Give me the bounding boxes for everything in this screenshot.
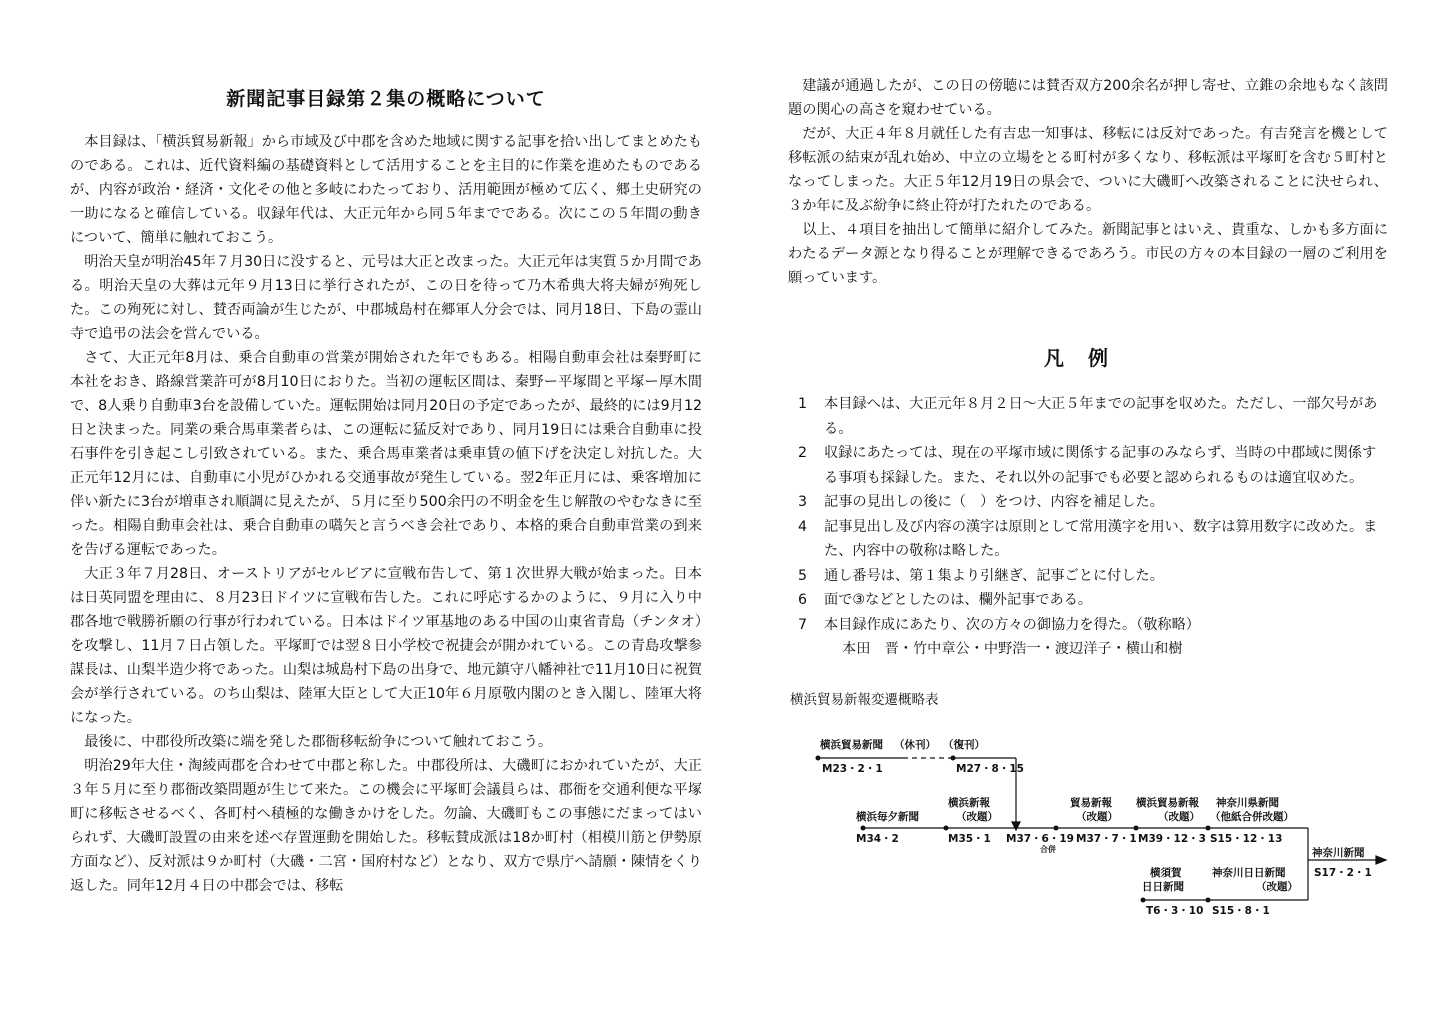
chart-label: （改題） <box>1256 881 1298 893</box>
notes-list <box>788 392 1388 662</box>
chart-label: S15・8・1 <box>1212 905 1270 917</box>
chart-label: 横浜毎夕新聞 <box>856 811 919 823</box>
chart-label: （改題） <box>1158 811 1200 823</box>
note-item <box>788 490 1388 515</box>
chart-node <box>816 756 821 761</box>
note-item <box>788 392 1388 441</box>
chart-label: 横須賀 <box>1150 867 1182 879</box>
paragraph: 明治29年大住・淘綾両郡を合わせて中郡と称した。中郡役所は、大磯町におかれていたが、大正３年５月に至り郡衙改築問題が生じて来た。この機会に平塚町会議員らは、郡衙を交通利便な平塚町に移転させるべく、各町村へ積極的な働きかけをした。勿論、大磯町もこの事態にだまってはいられず、大磯町設置の由来を述べ存置運動を開始した。移転賛成派は18か町村（相模川筋と伊勢原方面など）、反対派は９か町村（大磯・二宮・国府村など）となり、双方で県庁へ請願・陳情をくり返した。同年12月４日の中郡会では、移転 <box>70 758 702 894</box>
note-number: 7 <box>798 616 808 633</box>
chart-label: （改題） <box>956 811 998 823</box>
page-title: 新聞記事目録第２集の概略について <box>226 88 546 110</box>
paragraph: 本目録は、「横浜貿易新報」から市域及び中郡を含めた地域に関する記事を拾い出してまとめたものである。これは、近代資料編の基礎資料として活用することを主目的に作業を進めたものであるが、内容が政治・経済・文化その他と多岐にわたっており、活用範囲が極めて広く、郷土史研究の一助になると確信している。収録年代は、大正元年から同５年までである。次にこの５年間の動きについて、簡単に触れておこう。 <box>70 134 702 246</box>
chart-label: 横浜貿易新聞 <box>820 739 883 751</box>
left-body <box>70 130 702 898</box>
note-number: 3 <box>798 494 808 510</box>
chart-label: （休刊） <box>894 739 936 751</box>
note-item <box>788 515 1388 564</box>
newspaper-lineage-chart <box>808 730 1388 930</box>
chart-label: 神奈川新聞 <box>1312 847 1365 859</box>
paragraph: さて、大正元年8月は、乗合自動車の営業が開始された年でもある。相陽自動車会社は秦野町に本社をおき、路線営業許可が8月10日におりた。当初の運転区間は、秦野ー平塚間と平塚ー厚木間で、8人乗り自動車3台を設備していた。運転開始は同月20日の予定であったが、最終的には9月12日と決まった。同業の乗合馬車業者らは、この運転に猛反対であり、同月19日には乗合自動車に投石事件を引き起こし引致されている。また、乗合馬車業者は乗車賃の値下げを決定し対抗した。大正元年12月には、自動車に小児がひかれる交通事故が発生している。翌2年正月には、乗客増加に伴い新たに3台が増車され順調に見えたが、５月に至り500余円の不明金を生じ解散のやむなきに至った。相陽自動車会社は、乗合自動車の嚆矢と言うべき会社であり、本格的乗合自動車営業の到来を告げる運転であった。 <box>70 350 702 558</box>
chart-label: M39・12・3 <box>1138 833 1206 845</box>
chart-node <box>1054 826 1059 831</box>
chart-label: M23・2・1 <box>822 763 883 775</box>
note-number: 1 <box>798 396 808 412</box>
chart-label: （改題） <box>1076 811 1118 823</box>
chart-label: M37・6・19 <box>1006 833 1074 845</box>
note-number: 5 <box>798 567 808 584</box>
chart-label: 日日新聞 <box>1142 881 1184 893</box>
paragraph: 建議が通過したが、この日の傍聴には賛否双方200余名が押し寄せ、立錐の余地もなく該問題の関心の高さを窺わせている。 <box>788 78 1388 118</box>
chart-node <box>944 826 949 831</box>
chart-label: S17・2・1 <box>1314 867 1372 879</box>
note-text: 記事の見出しの後に（ ）をつけ、内容を補足した。 <box>824 494 1164 510</box>
note-number: 2 <box>798 445 808 461</box>
paragraph: だが、大正４年８月就任した有吉忠一知事は、移転には反対であった。有吉発言を機として移転派の結束が乱れ始め、中立の立場をとる町村が多くなり、移転派は平塚町を含む５町村となってしまった。大正５年12月19日の県会で、ついに大磯町へ改築されることに決せられ、３か年に及ぶ紛争に終止符が打たれたのである。 <box>788 126 1388 214</box>
chart-label: 貿易新報 <box>1070 797 1112 809</box>
paragraph: 以上、４項目を抽出して簡単に紹介してみた。新聞記事とはいえ、貴重な、しかも多方面にわたるデータ源となり得ることが理解できるであろう。市民の方々の本目録の一層のご利用を願っています。 <box>788 222 1388 286</box>
chart-node <box>951 756 956 761</box>
chart-node <box>861 826 866 831</box>
chart-node <box>1206 826 1211 831</box>
note-item <box>788 564 1388 589</box>
note-item <box>788 588 1388 613</box>
paragraph: 最後に、中郡役所改築に端を発した郡衙移転紛争について触れておこう。 <box>84 734 553 750</box>
chart-node <box>1141 898 1146 903</box>
chart-arrow <box>1376 856 1386 864</box>
chart-arrow <box>1012 822 1020 830</box>
chart-label: S15・12・13 <box>1210 833 1283 845</box>
chart-label: 神奈川県新聞 <box>1216 797 1279 809</box>
chart-node <box>1206 898 1211 903</box>
chart-node <box>1134 826 1139 831</box>
chart-label: M35・1 <box>948 833 991 845</box>
legend-heading: 凡例 <box>1044 346 1132 370</box>
paragraph: 大正３年７月28日、オーストリアがセルビアに宣戦布告して、第１次世界大戦が始まった。日本は日英同盟を理由に、８月23日ドイツに宣戦布告した。これに呼応するかのように、９月に入り中郡各地で戦勝祈願の行事が行われている。日本はドイツ軍基地のある中国の山東省青島（チンタオ）を攻撃し、11月７日占領した。平塚町では翌８日小学校で祝捷会が開かれている。この青島攻撃参謀長は、山梨半造少将であった。山梨は城島村下島の出身で、地元鎮守八幡神社で11月10日に祝賀会が挙行されている。のち山梨は、陸軍大臣として大正10年６月原敬内閣のとき入閣し、陸軍大将になった。 <box>70 566 702 726</box>
chart-label: M27・8・15 <box>956 763 1024 775</box>
chart-label: （復刊） <box>943 739 985 751</box>
chart-label: T6・3・10 <box>1146 905 1204 917</box>
chart-label: M37・7・1 <box>1076 833 1137 845</box>
note-number: 4 <box>798 518 808 535</box>
note-text: 本目録へは、大正元年８月２日～大正５年までの記事を収めた。ただし、一部欠号がある。 <box>824 396 1378 437</box>
note-text: 記事見出し及び内容の漢字は原則として常用漢字を用い、数字は算用数字に改めた。また、内容中の敬称は略した。 <box>824 518 1378 559</box>
note-text: 通し番号は、第１集より引継ぎ、記事ごとに付した。 <box>824 567 1164 584</box>
note-number: 6 <box>798 592 808 608</box>
chart-label: （他紙合併改題） <box>1210 811 1294 823</box>
paragraph: 明治天皇が明治45年７月30日に没すると、元号は大正と改まった。大正元年は実質５か月間である。明治天皇の大葬は元年９月13日に挙行されたが、この日を待って乃木希典大将夫婦が殉死した。この殉死に対し、賛否両論が生じたが、中郡城島村在郷軍人分会では、同月18日、下島の霊山寺で追弔の法会を営んでいる。 <box>70 254 702 342</box>
note-text: 本目録作成にあたり、次の方々の御協力を得た。（敬称略） <box>824 616 1200 633</box>
chart-label: M34・2 <box>856 833 899 845</box>
chart-label: 神奈川日日新聞 <box>1212 867 1286 879</box>
note-text: 面で③などとしたのは、欄外記事である。 <box>824 592 1093 608</box>
chart-label: 横浜貿易新報 <box>1136 797 1199 809</box>
chart-label: 横浜新報 <box>948 797 990 809</box>
right-body <box>788 74 1388 290</box>
note-item <box>788 613 1388 638</box>
note-text: 収録にあたっては、現在の平塚市域に関係する記事のみならず、当時の中郡域に関係する事項も採録した。また、それ以外の記事でも必要と認められるものは適宜収めた。 <box>824 445 1377 486</box>
chart-title: 横浜貿易新報変遷概略表 <box>790 692 939 708</box>
note-item <box>788 441 1388 490</box>
chart-label: 合併 <box>1040 845 1056 854</box>
cooperators: 本田 晋・竹中章公・中野浩一・渡辺洋子・横山和樹 <box>842 641 1183 657</box>
